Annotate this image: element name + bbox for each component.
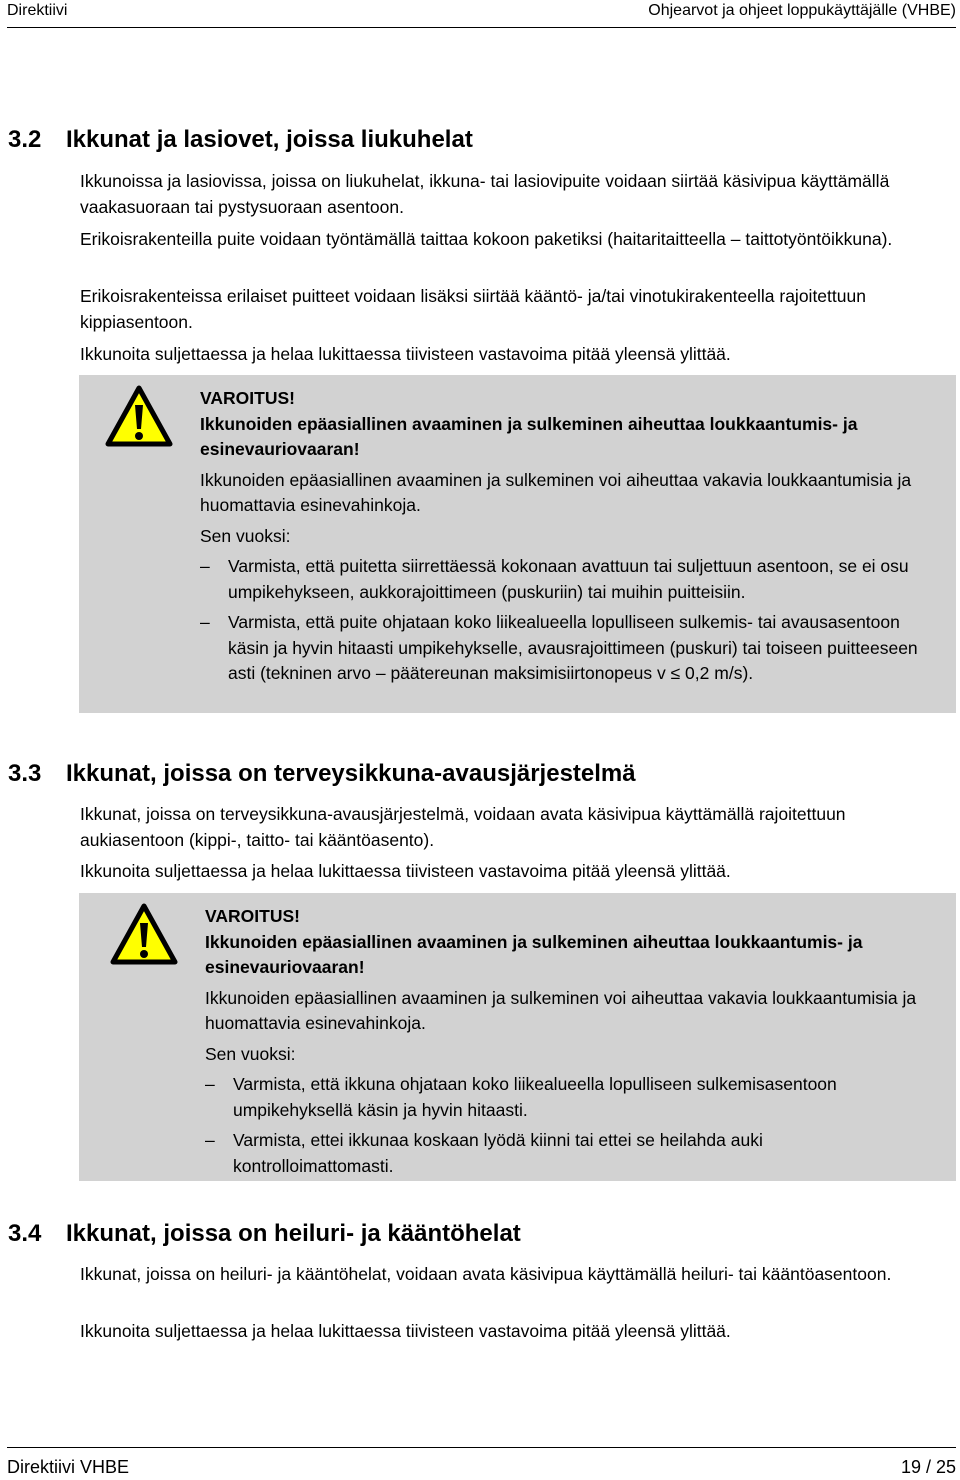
section-title: Ikkunat ja lasiovet, joissa liukuhelat bbox=[66, 126, 473, 153]
warning-box bbox=[79, 375, 956, 713]
warning-box bbox=[79, 893, 956, 1181]
warning-triangle-icon bbox=[105, 385, 173, 447]
paragraph: Ikkunat, joissa on terveysikkuna-avausjärjestelmä, voidaan avata käsivipua käyttämällä rajoitettuun aukiasentoon (kippi-, taitto- tai kääntöasento). bbox=[80, 804, 846, 850]
warning-triangle-icon bbox=[110, 903, 178, 965]
list-item: – Varmista, että puitetta siirrettäessä kokonaan avattuun tai suljettuun asentoon, se ei osu umpikehykseen, aukkorajoittimeen (puskuriin) tai muihin puitteisiin. bbox=[200, 556, 909, 602]
header-left: Direktiivi bbox=[7, 2, 68, 19]
section-number: 3.4 bbox=[8, 1220, 42, 1247]
warning-headline: Ikkunoiden epäasiallinen avaaminen ja sulkeminen aiheuttaa loukkaantumis- ja esinevauriovaaran! bbox=[205, 931, 863, 977]
list-item: – Varmista, että ikkuna ohjataan koko liikealueella lopulliseen sulkemisasentoon umpikehyksellä käsin ja hyvin hitaasti. bbox=[205, 1074, 837, 1120]
paragraph: Ikkunat, joissa on heiluri- ja kääntöhelat, voidaan avata käsivipua käyttämällä heiluri- tai kääntöasentoon. bbox=[80, 1264, 892, 1284]
warning-body: Ikkunoiden epäasiallinen avaaminen ja sulkeminen voi aiheuttaa vakavia loukkaantumisia ja huomattavia esinevahinkoja. bbox=[205, 987, 917, 1033]
section-heading-3-3 bbox=[8, 759, 636, 789]
paragraph: Erikoisrakenteilla puite voidaan työntämällä taittaa kokoon paketiksi (haitaritaitteella – taittotyöntöikkuna). bbox=[80, 229, 893, 249]
warning-headline: Ikkunoiden epäasiallinen avaaminen ja sulkeminen aiheuttaa loukkaantumis- ja esinevauriovaaran! bbox=[200, 413, 858, 459]
list-item: – Varmista, että puite ohjataan koko liikealueella lopulliseen sulkemis- tai avausasentoon käsin ja hyvin hitaasti umpikehykselle, avausrajoittimeen (puskuri) tai toiseen puitteeseen asti (tekninen arvo – päätereunan maksimisiirtonopeus v ≤ 0,2 m/s). bbox=[200, 612, 918, 683]
section-title: Ikkunat, joissa on heiluri- ja kääntöhelat bbox=[66, 1220, 521, 1247]
paragraph: Ikkunoissa ja lasiovissa, joissa on liukuhelat, ikkuna- tai lasiovipuite voidaan siirtää käsivipua käyttämällä vaakasuoraan tai pystysuoraan asentoon. bbox=[80, 171, 890, 217]
paragraph: Ikkunoita suljettaessa ja helaa lukittaessa tiivisteen vastavoima pitää yleensä ylittää. bbox=[80, 1321, 731, 1341]
warning-label: VAROITUS! bbox=[205, 906, 300, 926]
section-number: 3.2 bbox=[8, 126, 42, 153]
warning-label: VAROITUS! bbox=[200, 388, 295, 408]
section-heading-3-2 bbox=[8, 125, 473, 155]
footer-left: Direktiivi VHBE bbox=[7, 1457, 130, 1477]
page-footer bbox=[7, 1447, 956, 1478]
page-header bbox=[7, 0, 956, 28]
header-right: Ohjearvot ja ohjeet loppukäyttäjälle (VHBE) bbox=[648, 2, 956, 19]
warning-lead: Sen vuoksi: bbox=[205, 1043, 296, 1064]
warning-list bbox=[205, 1072, 920, 1179]
warning-list bbox=[200, 554, 945, 687]
section-number: 3.3 bbox=[8, 760, 42, 787]
section-heading-3-4 bbox=[8, 1219, 521, 1249]
warning-lead: Sen vuoksi: bbox=[200, 525, 291, 546]
paragraph: Erikoisrakenteissa erilaiset puitteet voidaan lisäksi siirtää kääntö- ja/tai vinotukirakenteella rajoitettuun kippiasentoon. bbox=[80, 286, 866, 332]
warning-body: Ikkunoiden epäasiallinen avaaminen ja sulkeminen voi aiheuttaa vakavia loukkaantumisia ja huomattavia esinevahinkoja. bbox=[200, 469, 912, 515]
page-number: 19 / 25 bbox=[900, 1457, 956, 1477]
list-item: – Varmista, ettei ikkunaa koskaan lyödä kiinni tai ettei se heilahda auki kontrolloimattomasti. bbox=[205, 1130, 763, 1176]
paragraph: Ikkunoita suljettaessa ja helaa lukittaessa tiivisteen vastavoima pitää yleensä ylittää. bbox=[80, 344, 731, 364]
section-title: Ikkunat, joissa on terveysikkuna-avausjärjestelmä bbox=[66, 760, 636, 787]
paragraph: Ikkunoita suljettaessa ja helaa lukittaessa tiivisteen vastavoima pitää yleensä ylittää. bbox=[80, 861, 731, 881]
